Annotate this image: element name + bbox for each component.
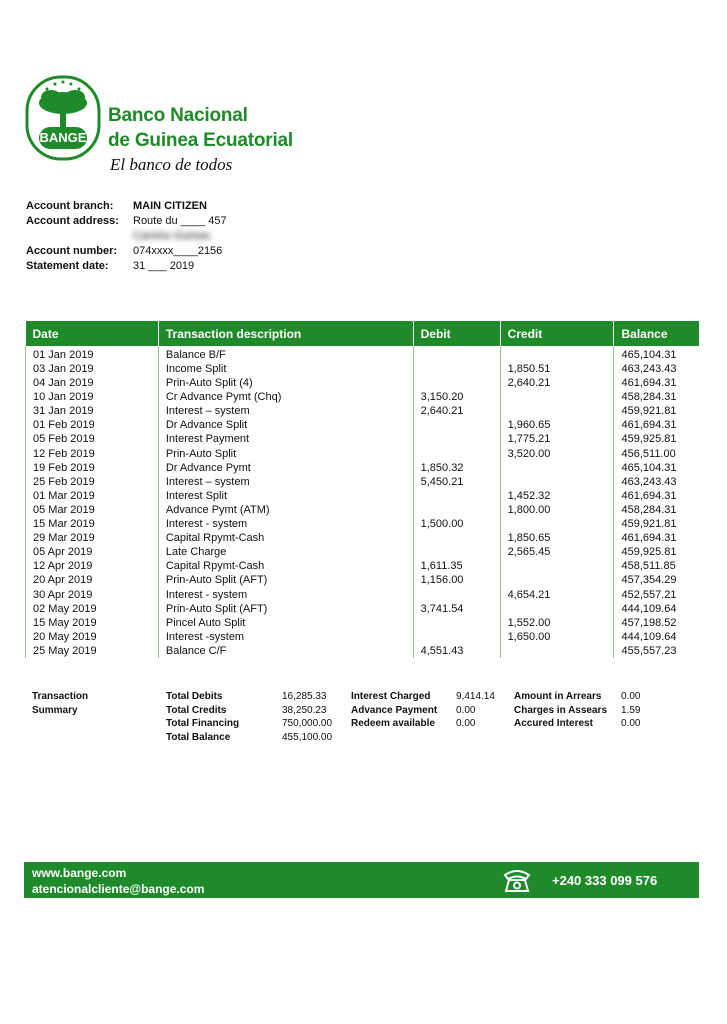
telephone-icon bbox=[502, 866, 532, 894]
cell-debit bbox=[413, 588, 500, 602]
cell-debit bbox=[413, 531, 500, 545]
cell-description: Capital Rpymt-Cash bbox=[158, 559, 413, 573]
cell-debit bbox=[413, 376, 500, 390]
bange-emblem-icon bbox=[25, 75, 101, 161]
bank-name-line1: Banco Nacional bbox=[108, 105, 248, 126]
cell-description: Dr Advance Split bbox=[158, 418, 413, 432]
footer-bar bbox=[24, 862, 699, 898]
redeem-available-value: 0.00 bbox=[456, 718, 476, 729]
amount-in-arrears-label: Amount in Arrears bbox=[514, 691, 602, 702]
accrued-interest-label: Accured Interest bbox=[514, 718, 593, 729]
accrued-interest-value: 0.00 bbox=[621, 718, 641, 729]
total-financing-label: Total Financing bbox=[166, 718, 240, 729]
cell-debit bbox=[413, 432, 500, 446]
table-row bbox=[26, 545, 700, 559]
table-row bbox=[26, 489, 700, 503]
cell-credit: 2,565.45 bbox=[500, 545, 614, 559]
cell-date: 01 Feb 2019 bbox=[26, 418, 159, 432]
email-link[interactable]: atencionalcliente@bange.com bbox=[32, 882, 205, 896]
account-number-row bbox=[26, 244, 326, 259]
cell-balance: 461,694.31 bbox=[614, 531, 699, 545]
cell-description: Interest - system bbox=[158, 517, 413, 531]
cell-credit: 1,850.65 bbox=[500, 531, 614, 545]
account-address-label: Account address: bbox=[26, 215, 119, 227]
cell-description: Interest – system bbox=[158, 475, 413, 489]
cell-date: 05 Mar 2019 bbox=[26, 503, 159, 517]
summary-col3-labels bbox=[514, 690, 607, 731]
cell-credit bbox=[500, 390, 614, 404]
cell-debit: 1,611.35 bbox=[413, 559, 500, 573]
table-row bbox=[26, 475, 700, 489]
cell-debit bbox=[413, 503, 500, 517]
cell-balance: 461,694.31 bbox=[614, 418, 699, 432]
total-debits-value: 16,285.33 bbox=[282, 691, 327, 702]
cell-description: Income Split bbox=[158, 362, 413, 376]
table-row bbox=[26, 362, 700, 376]
cell-balance: 459,925.81 bbox=[614, 545, 699, 559]
header-debit: Debit bbox=[413, 321, 500, 346]
statement-date-row bbox=[26, 259, 326, 274]
total-credits-label: Total Credits bbox=[166, 704, 227, 716]
table-row bbox=[26, 503, 700, 517]
cell-credit: 2,640.21 bbox=[500, 376, 614, 390]
header-date: Date bbox=[26, 321, 159, 346]
cell-credit: 4,654.21 bbox=[500, 588, 614, 602]
cell-date: 25 Feb 2019 bbox=[26, 475, 159, 489]
table-row bbox=[26, 346, 700, 362]
cell-debit: 3,741.54 bbox=[413, 602, 500, 616]
phone-number[interactable]: +240 333 099 576 bbox=[552, 873, 658, 888]
cell-date: 12 Apr 2019 bbox=[26, 559, 159, 573]
statement-date-label: Statement date: bbox=[26, 260, 109, 272]
cell-balance: 458,511.85 bbox=[614, 559, 699, 573]
cell-balance: 458,284.31 bbox=[614, 503, 699, 517]
cell-description: Dr Advance Pymt bbox=[158, 461, 413, 475]
header-balance: Balance bbox=[614, 321, 699, 346]
bank-name bbox=[108, 103, 293, 153]
cell-date: 02 May 2019 bbox=[26, 602, 159, 616]
table-row bbox=[26, 432, 700, 446]
cell-credit: 1,850.51 bbox=[500, 362, 614, 376]
cell-credit bbox=[500, 517, 614, 531]
cell-debit bbox=[413, 545, 500, 559]
cell-date: 10 Jan 2019 bbox=[26, 390, 159, 404]
cell-credit bbox=[500, 346, 614, 362]
total-balance-label: Total Balance bbox=[166, 731, 231, 743]
summary-col3-values bbox=[621, 690, 640, 731]
cell-credit bbox=[500, 559, 614, 573]
transactions-table bbox=[25, 321, 699, 658]
bank-name-line2: de Guinea Ecuatorial bbox=[108, 130, 293, 151]
cell-description: Interest - system bbox=[158, 588, 413, 602]
account-number-label: Account number: bbox=[26, 245, 118, 257]
total-credits-value: 38,250.23 bbox=[282, 704, 327, 716]
table-row bbox=[26, 404, 700, 418]
total-financing-value: 750,000.00 bbox=[282, 718, 333, 729]
cell-description: Interest Payment bbox=[158, 432, 413, 446]
cell-balance: 465,104.31 bbox=[614, 461, 699, 475]
cell-description: Prin-Auto Split (AFT) bbox=[158, 602, 413, 616]
cell-credit bbox=[500, 573, 614, 587]
cell-description: Balance B/F bbox=[158, 346, 413, 362]
cell-debit: 5,450.21 bbox=[413, 475, 500, 489]
cell-debit: 1,156.00 bbox=[413, 573, 500, 587]
table-header-row bbox=[26, 321, 700, 346]
table-row bbox=[26, 390, 700, 404]
cell-balance: 463,243.43 bbox=[614, 362, 699, 376]
cell-balance: 444,109.64 bbox=[614, 630, 699, 644]
cell-credit bbox=[500, 602, 614, 616]
interest-charged-value: 9,414.14 bbox=[456, 691, 495, 702]
cell-balance: 459,921.81 bbox=[614, 404, 699, 418]
summary-col2-values bbox=[456, 690, 495, 731]
cell-description: Late Charge bbox=[158, 545, 413, 559]
cell-credit: 1,775.21 bbox=[500, 432, 614, 446]
summary-col1-values bbox=[282, 690, 332, 744]
cell-debit: 1,500.00 bbox=[413, 517, 500, 531]
account-branch-label: Account branch: bbox=[26, 200, 114, 212]
amount-in-arrears-value: 0.00 bbox=[621, 691, 641, 702]
cell-date: 20 Apr 2019 bbox=[26, 573, 159, 587]
cell-debit bbox=[413, 630, 500, 644]
svg-text:BANGE: BANGE bbox=[39, 130, 87, 145]
cell-description: Cr Advance Pymt (Chq) bbox=[158, 390, 413, 404]
cell-date: 05 Apr 2019 bbox=[26, 545, 159, 559]
cell-date: 01 Jan 2019 bbox=[26, 346, 159, 362]
cell-balance: 461,694.31 bbox=[614, 376, 699, 390]
table-row bbox=[26, 616, 700, 630]
cell-debit bbox=[413, 418, 500, 432]
cell-description: Interest Split bbox=[158, 489, 413, 503]
table-row bbox=[26, 630, 700, 644]
total-balance-value: 455,100.00 bbox=[282, 731, 333, 743]
cell-description: Interest -system bbox=[158, 630, 413, 644]
cell-description: Advance Pymt (ATM) bbox=[158, 503, 413, 517]
cell-debit bbox=[413, 447, 500, 461]
advance-payment-label: Advance Payment bbox=[351, 704, 438, 716]
cell-balance: 456,511.00 bbox=[614, 447, 699, 461]
cell-description: Pincel Auto Split bbox=[158, 616, 413, 630]
cell-credit: 1,552.00 bbox=[500, 616, 614, 630]
cell-balance: 465,104.31 bbox=[614, 346, 699, 362]
cell-date: 25 May 2019 bbox=[26, 644, 159, 658]
cell-credit: 1,960.65 bbox=[500, 418, 614, 432]
cell-credit bbox=[500, 475, 614, 489]
table-row bbox=[26, 517, 700, 531]
cell-date: 05 Feb 2019 bbox=[26, 432, 159, 446]
table-row bbox=[26, 531, 700, 545]
cell-balance: 458,284.31 bbox=[614, 390, 699, 404]
summary-title-line2: Summary bbox=[32, 704, 78, 716]
cell-debit bbox=[413, 346, 500, 362]
bank-slogan: El banco de todos bbox=[110, 155, 233, 174]
cell-credit: 1,800.00 bbox=[500, 503, 614, 517]
cell-date: 04 Jan 2019 bbox=[26, 376, 159, 390]
table-row bbox=[26, 447, 700, 461]
transaction-summary bbox=[26, 690, 706, 750]
cell-debit bbox=[413, 616, 500, 630]
table-row bbox=[26, 573, 700, 587]
cell-date: 03 Jan 2019 bbox=[26, 362, 159, 376]
cell-balance: 459,925.81 bbox=[614, 432, 699, 446]
header-description: Transaction description bbox=[158, 321, 413, 346]
cell-date: 31 Jan 2019 bbox=[26, 404, 159, 418]
cell-credit bbox=[500, 461, 614, 475]
table-row bbox=[26, 376, 700, 390]
cell-balance: 459,921.81 bbox=[614, 517, 699, 531]
summary-col1-labels bbox=[166, 690, 239, 744]
statement-date-value: 31 ___ 2019 bbox=[133, 260, 195, 272]
account-branch-row bbox=[26, 199, 326, 214]
cell-debit bbox=[413, 489, 500, 503]
header-credit: Credit bbox=[500, 321, 614, 346]
cell-date: 15 Mar 2019 bbox=[26, 517, 159, 531]
summary-title-line1: Transaction bbox=[32, 691, 89, 702]
cell-balance: 457,198.52 bbox=[614, 616, 699, 630]
interest-charged-label: Interest Charged bbox=[351, 691, 431, 702]
summary-col2-labels bbox=[351, 690, 437, 731]
cell-balance: 444,109.64 bbox=[614, 602, 699, 616]
account-branch-value: MAIN CITIZEN bbox=[133, 200, 207, 212]
summary-title bbox=[32, 690, 88, 717]
cell-date: 29 Mar 2019 bbox=[26, 531, 159, 545]
cell-description: Interest – system bbox=[158, 404, 413, 418]
website-link[interactable]: www.bange.com bbox=[32, 866, 127, 880]
transactions-body bbox=[26, 346, 700, 658]
cell-date: 30 Apr 2019 bbox=[26, 588, 159, 602]
cell-credit: 1,650.00 bbox=[500, 630, 614, 644]
account-address-line2: Camino Guinea bbox=[133, 230, 210, 242]
cell-debit: 1,850.32 bbox=[413, 461, 500, 475]
table-row bbox=[26, 602, 700, 616]
total-debits-label: Total Debits bbox=[166, 691, 223, 702]
account-info bbox=[26, 199, 326, 274]
cell-balance: 452,557.21 bbox=[614, 588, 699, 602]
advance-payment-value: 0.00 bbox=[456, 704, 476, 716]
cell-credit: 3,520.00 bbox=[500, 447, 614, 461]
cell-credit bbox=[500, 404, 614, 418]
table-row bbox=[26, 644, 700, 658]
account-address-line2-row bbox=[26, 229, 326, 244]
cell-date: 15 May 2019 bbox=[26, 616, 159, 630]
cell-description: Prin-Auto Split bbox=[158, 447, 413, 461]
cell-credit: 1,452.32 bbox=[500, 489, 614, 503]
table-row bbox=[26, 588, 700, 602]
cell-balance: 461,694.31 bbox=[614, 489, 699, 503]
cell-date: 01 Mar 2019 bbox=[26, 489, 159, 503]
cell-description: Capital Rpymt-Cash bbox=[158, 531, 413, 545]
bank-logo bbox=[25, 75, 305, 175]
cell-credit bbox=[500, 644, 614, 658]
cell-date: 20 May 2019 bbox=[26, 630, 159, 644]
account-number-value: 074xxxx____2156 bbox=[133, 245, 223, 257]
cell-debit: 2,640.21 bbox=[413, 404, 500, 418]
cell-date: 19 Feb 2019 bbox=[26, 461, 159, 475]
table-row bbox=[26, 418, 700, 432]
charges-in-arrears-value: 1.59 bbox=[621, 704, 641, 716]
cell-date: 12 Feb 2019 bbox=[26, 447, 159, 461]
account-address-value: Route du ____ 457 bbox=[133, 215, 227, 227]
cell-debit: 4,551.43 bbox=[413, 644, 500, 658]
cell-description: Prin-Auto Split (AFT) bbox=[158, 573, 413, 587]
cell-debit bbox=[413, 362, 500, 376]
cell-balance: 457,354.29 bbox=[614, 573, 699, 587]
redeem-available-label: Redeem available bbox=[351, 718, 435, 729]
cell-debit: 3,150.20 bbox=[413, 390, 500, 404]
cell-balance: 463,243.43 bbox=[614, 475, 699, 489]
account-address-row bbox=[26, 214, 326, 229]
cell-description: Prin-Auto Split (4) bbox=[158, 376, 413, 390]
cell-balance: 455,557.23 bbox=[614, 644, 699, 658]
table-row bbox=[26, 559, 700, 573]
table-row bbox=[26, 461, 700, 475]
cell-description: Balance C/F bbox=[158, 644, 413, 658]
charges-in-arrears-label: Charges in Assears bbox=[514, 704, 608, 716]
